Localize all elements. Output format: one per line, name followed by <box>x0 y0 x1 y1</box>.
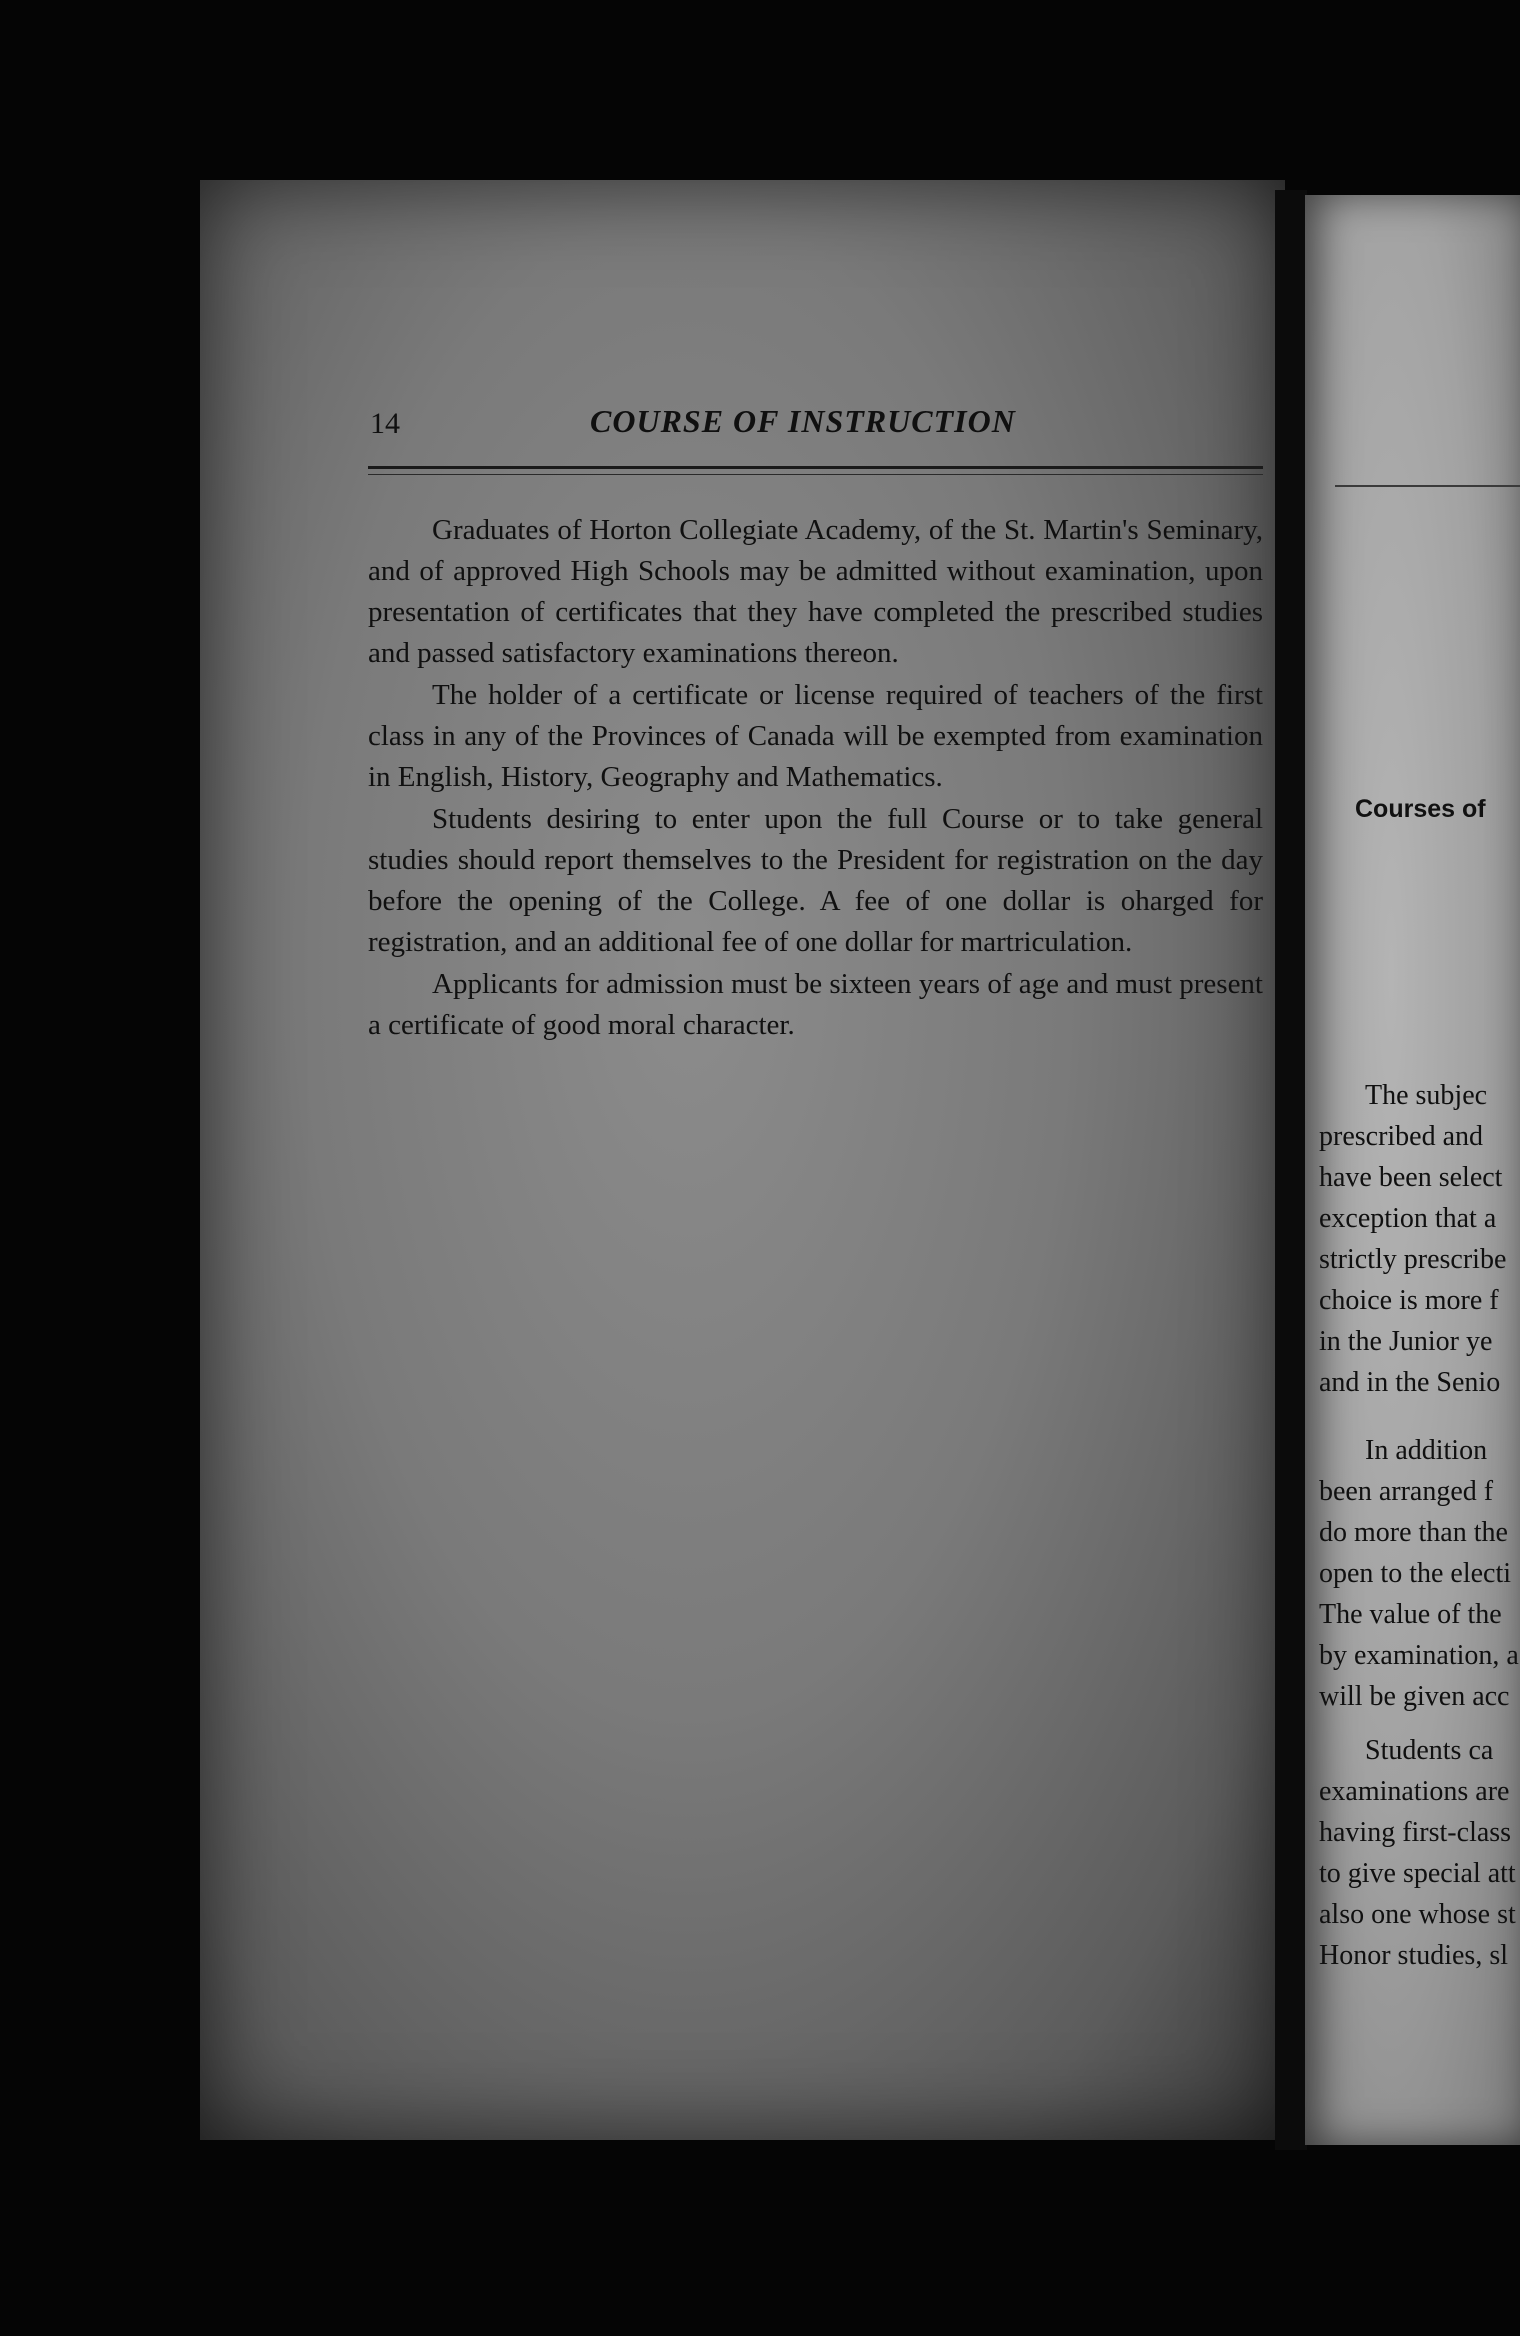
paragraph-age-requirement: Applicants for admission must be sixteen years of age and must present a certificate of good moral character. <box>368 968 1263 1041</box>
right-line: The subjec <box>1365 1080 1488 1111</box>
page-number: 14 <box>370 407 400 440</box>
running-head: COURSE OF INSTRUCTION <box>590 403 1016 439</box>
right-text-block-1 <box>1319 1075 1506 1403</box>
right-line: will be given acc <box>1319 1681 1510 1712</box>
paragraph-registration: Students desiring to enter upon the full Course or to take general studies should report themselves to the President for registration on the day before the opening of the College. A fee of one dollar is oharged for registration, and an additional fee of one dollar for martriculation. <box>368 803 1263 958</box>
right-line: prescribed and <box>1319 1121 1484 1152</box>
right-line: In addition <box>1365 1435 1488 1466</box>
right-text-block-2 <box>1319 1430 1519 1717</box>
right-line: been arranged f <box>1319 1476 1494 1507</box>
right-line: also one whose st <box>1319 1899 1516 1930</box>
paragraph-admission-by-certificate: Graduates of Horton Collegiate Academy, of the St. Martin's Seminary, and of approved High Schools may be admitted without examination, upon presentation of certificates that they have completed the prescribed studies and passed satisfactory examinations thereon. <box>368 514 1263 669</box>
right-line: in the Junior ye <box>1319 1326 1493 1357</box>
right-line: have been select <box>1319 1162 1503 1193</box>
right-line: and in the Senio <box>1319 1367 1501 1398</box>
right-section-heading: Courses of <box>1355 795 1486 823</box>
right-line: The value of the <box>1319 1599 1502 1630</box>
right-line: exception that a <box>1319 1203 1497 1234</box>
header-rule <box>368 466 1263 469</box>
book-gutter <box>1275 190 1307 2150</box>
right-page <box>1305 195 1520 2145</box>
right-line: strictly prescribe <box>1319 1244 1507 1275</box>
right-line: choice is more f <box>1319 1285 1499 1316</box>
right-line: to give special att <box>1319 1858 1516 1889</box>
right-line: do more than the <box>1319 1517 1508 1548</box>
right-line: open to the electi <box>1319 1558 1512 1589</box>
right-line: examinations are <box>1319 1776 1510 1807</box>
right-header-rule <box>1335 485 1520 487</box>
right-line: having first-class <box>1319 1817 1512 1848</box>
header-rule-thin <box>368 474 1263 475</box>
right-text-block-3 <box>1319 1730 1516 1976</box>
body-text <box>368 510 1263 1047</box>
paragraph-teacher-license-exemption: The holder of a certificate or license required of teachers of the first class in any of the Provinces of Canada will be exempted from examination in English, History, Geography and Mathematics. <box>368 679 1263 793</box>
right-line: Students ca <box>1365 1735 1494 1766</box>
right-line: Honor studies, sl <box>1319 1940 1508 1971</box>
right-line: by examination, a <box>1319 1640 1519 1671</box>
